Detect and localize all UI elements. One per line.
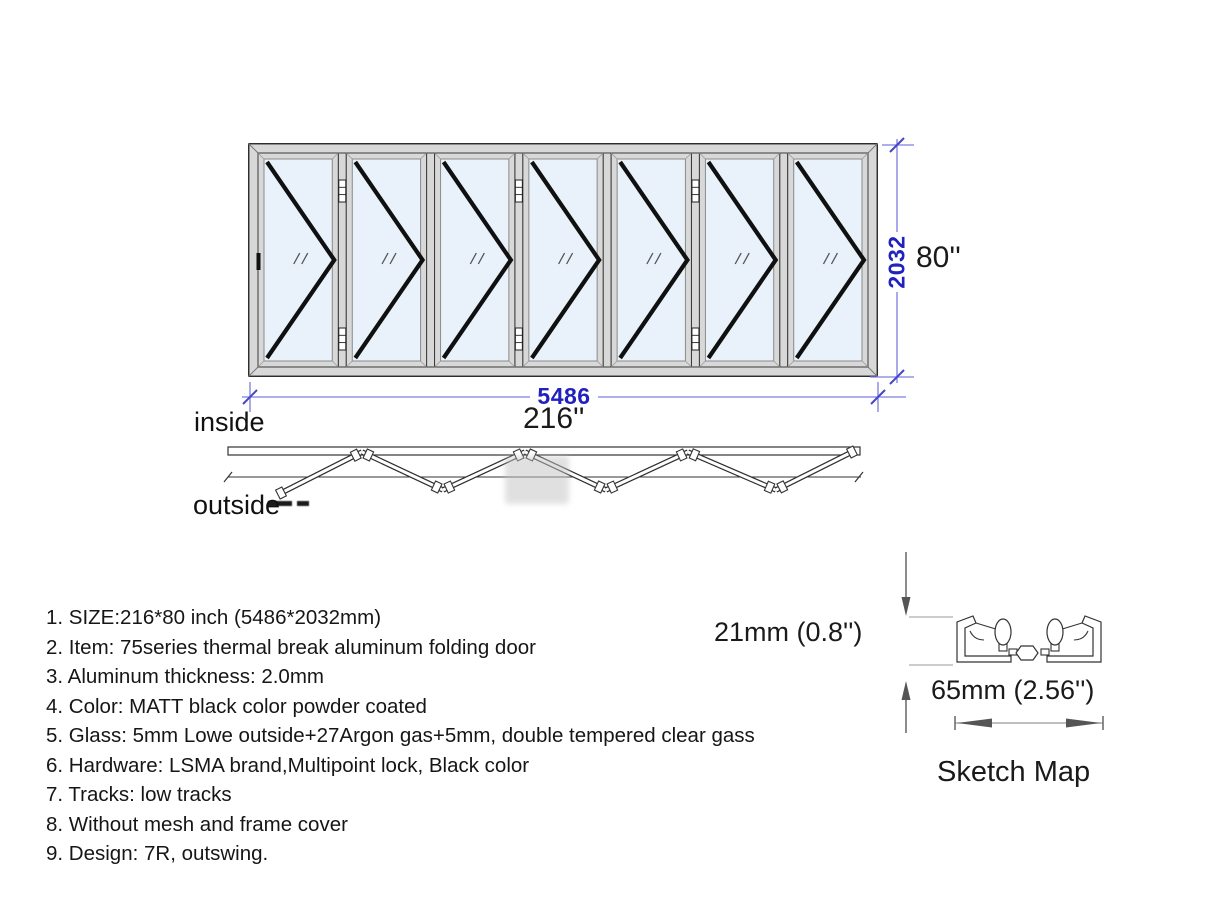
inside-label: inside <box>194 407 265 437</box>
spec-line: 2. Item: 75series thermal break aluminum folding door <box>46 635 536 659</box>
spec-line: 6. Hardware: LSMA brand,Multipoint lock, Black color <box>46 753 530 777</box>
spec-line: 7. Tracks: low tracks <box>46 783 232 806</box>
spec-line: 8. Without mesh and frame cover <box>46 812 348 836</box>
width-dimension-inch: 216'' <box>523 402 585 435</box>
sketch-map-title: Sketch Map <box>937 756 1091 788</box>
spec-line: 3. Aluminum thickness: 2.0mm <box>46 665 324 688</box>
track-width-label: 65mm (2.56'') <box>931 675 1095 705</box>
height-dimension-inch: 80'' <box>916 241 961 274</box>
spec-line: 4. Color: MATT black color powder coated <box>46 694 427 718</box>
spec-line: 9. Design: 7R, outswing. <box>46 842 269 865</box>
width-dimension-mm: 5486 <box>537 383 591 409</box>
spec-line: 1. SIZE:216*80 inch (5486*2032mm) <box>46 606 382 629</box>
track-height-label: 21mm (0.8'') <box>714 617 863 647</box>
specs-list <box>46 603 755 869</box>
outside-label: outside <box>193 490 281 520</box>
spec-line: 5. Glass: 5mm Lowe outside+27Argon gas+5mm, double tempered clear gass <box>46 724 755 747</box>
watermark-smudge <box>505 456 569 504</box>
height-dimension-mm: 2032 <box>883 235 910 289</box>
